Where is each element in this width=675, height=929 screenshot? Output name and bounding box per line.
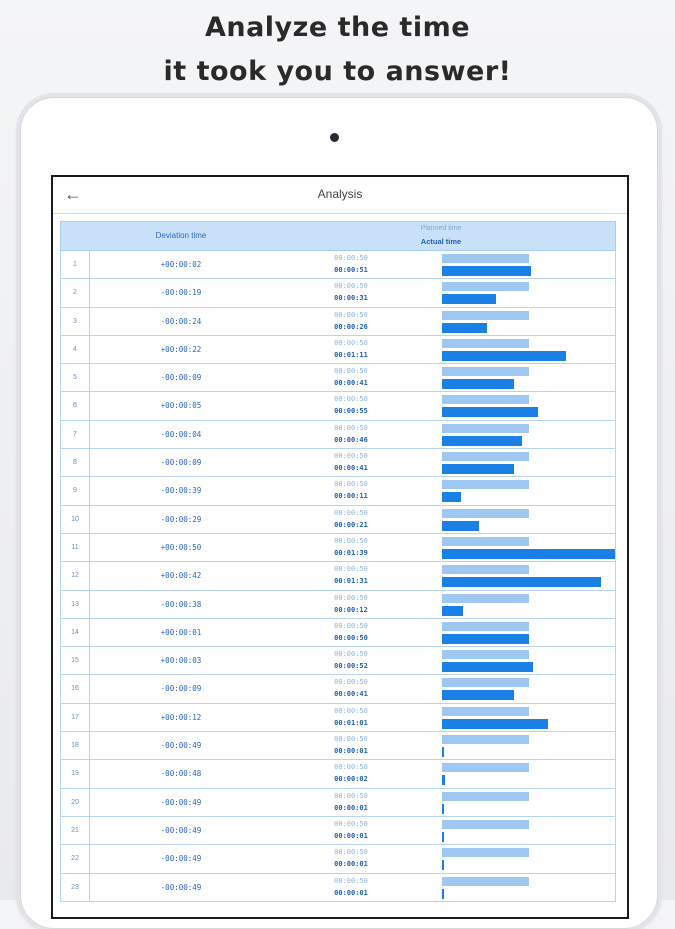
row-number: 16 [61, 675, 90, 702]
planned-time: 00:00:50 [334, 819, 368, 828]
actual-time-bar [442, 294, 496, 304]
planned-time: 00:00:50 [334, 254, 368, 262]
planned-time: 00:00:50 [334, 310, 368, 319]
planned-time: 00:00:50 [334, 452, 368, 461]
actual-time: 00:01:11 [334, 350, 368, 359]
row-number: 17 [61, 704, 90, 731]
actual-time: 00:00:41 [334, 379, 368, 388]
row-number: 3 [61, 308, 90, 335]
table-row [60, 562, 616, 590]
planned-time-bar [442, 650, 529, 659]
actual-time-bar [442, 832, 444, 842]
deviation-time: -00:00:49 [160, 825, 202, 835]
page-title: Analysis [317, 187, 363, 201]
actual-time: 00:00:31 [334, 294, 368, 303]
actual-time: 00:00:52 [334, 662, 368, 671]
actual-time-bar [442, 634, 529, 644]
deviation-time: +00:00:22 [160, 344, 202, 354]
row-number: 8 [61, 449, 90, 476]
planned-time: 00:00:50 [334, 565, 368, 574]
table-row [60, 591, 616, 619]
row-number: 4 [61, 336, 90, 363]
planned-time-bar [442, 367, 529, 376]
actual-time-bar [442, 804, 444, 814]
planned-time: 00:00:50 [334, 791, 368, 800]
deviation-time: -00:00:09 [160, 373, 202, 383]
planned-time: 00:00:50 [334, 282, 368, 291]
planned-time-bar [442, 707, 529, 716]
deviation-time: -00:00:09 [160, 458, 202, 468]
actual-time: 00:00:55 [334, 407, 368, 416]
actual-time-bar [442, 549, 615, 559]
row-number: 20 [61, 789, 90, 816]
planned-time: 00:00:50 [334, 536, 368, 545]
planned-time: 00:00:50 [334, 367, 368, 376]
row-number: 23 [61, 874, 90, 901]
planned-time: 00:00:50 [334, 735, 368, 744]
row-number: 12 [61, 562, 90, 589]
actual-time-bar [442, 492, 461, 502]
planned-time-bar [442, 735, 529, 744]
header-deviation: Deviation time [155, 231, 207, 240]
planned-time-bar [442, 594, 529, 603]
deviation-time: -00:00:49 [160, 854, 202, 864]
deviation-time: -00:00:24 [160, 316, 202, 326]
table-row [60, 647, 616, 675]
deviation-time: +00:00:01 [160, 627, 202, 637]
planned-time-bar [442, 820, 529, 829]
deviation-time: -00:00:09 [160, 684, 202, 694]
row-number: 22 [61, 845, 90, 872]
planned-time-bar [442, 678, 529, 687]
planned-time-bar [442, 311, 529, 320]
deviation-time: -00:00:39 [160, 486, 202, 496]
planned-time-bar [442, 792, 529, 801]
deviation-time: +00:00:50 [160, 542, 202, 552]
planned-time-bar [442, 877, 529, 886]
actual-time: 00:01:39 [334, 548, 368, 557]
planned-time-bar [442, 622, 529, 631]
table-row [60, 817, 616, 845]
actual-time: 00:00:41 [334, 690, 368, 699]
actual-time-bar [442, 889, 444, 899]
actual-time: 00:00:02 [334, 775, 368, 784]
actual-time: 00:00:11 [334, 492, 368, 501]
deviation-time: -00:00:19 [160, 288, 202, 298]
table-row [60, 732, 616, 760]
header-actual: Actual time [420, 237, 462, 246]
planned-time: 00:00:50 [334, 423, 368, 432]
planned-time: 00:00:50 [334, 338, 368, 347]
row-number: 5 [61, 364, 90, 391]
actual-time-bar [442, 747, 444, 757]
deviation-time: -00:00:29 [160, 514, 202, 524]
deviation-time: -00:00:49 [160, 797, 202, 807]
table-row [60, 874, 616, 902]
deviation-time: -00:00:49 [160, 741, 202, 751]
planned-time: 00:00:50 [334, 876, 368, 885]
planned-time: 00:00:50 [334, 678, 368, 687]
table-row [60, 845, 616, 873]
row-number: 1 [61, 251, 90, 278]
planned-time-bar [442, 480, 529, 489]
actual-time: 00:00:21 [334, 520, 368, 529]
planned-time: 00:00:50 [334, 848, 368, 857]
planned-time: 00:00:50 [334, 706, 368, 715]
actual-time: 00:00:51 [334, 266, 368, 274]
row-number: 10 [61, 506, 90, 533]
actual-time-bar [442, 351, 566, 361]
planned-time: 00:00:50 [334, 593, 368, 602]
deviation-time: -00:00:48 [160, 769, 202, 779]
camera-icon [330, 133, 339, 142]
actual-time: 00:00:01 [334, 803, 368, 812]
actual-time-bar [442, 775, 445, 785]
planned-time-bar [442, 254, 529, 263]
actual-time-bar [442, 266, 531, 276]
actual-time: 00:00:46 [334, 435, 368, 444]
actual-time-bar [442, 464, 514, 474]
actual-time: 00:00:41 [334, 464, 368, 473]
row-number: 18 [61, 732, 90, 759]
table-row [60, 789, 616, 817]
actual-time: 00:00:50 [334, 633, 368, 642]
planned-time-bar [442, 509, 529, 518]
actual-time-bar [442, 662, 533, 672]
actual-time-bar [442, 577, 601, 587]
actual-time-bar [442, 690, 514, 700]
actual-time-bar [442, 521, 479, 531]
actual-time-bar [442, 606, 463, 616]
table-body [60, 251, 616, 902]
actual-time-bar [442, 436, 522, 446]
table-row [60, 336, 616, 364]
table-row [60, 449, 616, 477]
deviation-time: +00:00:02 [160, 260, 202, 269]
planned-time: 00:00:50 [334, 395, 368, 404]
row-number: 14 [61, 619, 90, 646]
planned-time-bar [442, 763, 529, 772]
row-number: 6 [61, 392, 90, 419]
table-row [60, 421, 616, 449]
header-planned: Planned time [420, 225, 462, 232]
table-row [60, 760, 616, 788]
planned-time: 00:00:50 [334, 480, 368, 489]
table-row [60, 675, 616, 703]
headline-line-2: it took you to answer! [163, 56, 512, 87]
row-number: 21 [61, 817, 90, 844]
actual-time: 00:00:01 [334, 888, 368, 897]
table-row [60, 477, 616, 505]
planned-time: 00:00:50 [334, 650, 368, 659]
deviation-time: +00:00:05 [160, 401, 202, 411]
actual-time: 00:00:01 [334, 747, 368, 756]
table-row [60, 364, 616, 392]
app-screen [51, 175, 629, 919]
deviation-time: +00:00:03 [160, 656, 202, 666]
deviation-time: -00:00:49 [160, 882, 202, 892]
row-number: 9 [61, 477, 90, 504]
planned-time: 00:00:50 [334, 621, 368, 630]
deviation-time: -00:00:38 [160, 599, 202, 609]
table-row [60, 704, 616, 732]
deviation-time: -00:00:04 [160, 429, 202, 439]
planned-time-bar [442, 452, 529, 461]
planned-time: 00:00:50 [334, 763, 368, 772]
headline-line-1: Analyze the time [204, 12, 471, 43]
planned-time-bar [442, 339, 529, 348]
actual-time: 00:00:26 [334, 322, 368, 331]
row-number: 7 [61, 421, 90, 448]
row-number: 15 [61, 647, 90, 674]
table-row [60, 279, 616, 307]
table-header [60, 221, 616, 251]
planned-time: 00:00:50 [334, 508, 368, 517]
deviation-time: +00:00:12 [160, 712, 202, 722]
row-number: 2 [61, 279, 90, 306]
planned-time-bar [442, 282, 529, 291]
deviation-time: +00:00:42 [160, 571, 202, 581]
table-row [60, 251, 616, 279]
actual-time: 00:01:31 [334, 577, 368, 586]
planned-time-bar [442, 395, 529, 404]
actual-time-bar [442, 860, 444, 870]
table-row [60, 619, 616, 647]
planned-time-bar [442, 424, 529, 433]
actual-time-bar [442, 379, 514, 389]
table-row [60, 534, 616, 562]
actual-time-bar [442, 719, 548, 729]
actual-time: 00:00:01 [334, 860, 368, 869]
arrow-left-icon[interactable]: ← [64, 184, 82, 204]
planned-time-bar [442, 537, 529, 546]
actual-time-bar [442, 323, 487, 333]
actual-time: 00:00:01 [334, 831, 368, 840]
analysis-table [60, 221, 616, 902]
actual-time: 00:00:12 [334, 605, 368, 614]
row-number: 11 [61, 534, 90, 561]
table-row [60, 308, 616, 336]
row-number: 19 [61, 760, 90, 787]
actual-time: 00:01:01 [334, 718, 368, 727]
planned-time-bar [442, 848, 529, 857]
actual-time-bar [442, 407, 538, 417]
planned-time-bar [442, 565, 529, 574]
table-row [60, 392, 616, 420]
table-row [60, 506, 616, 534]
nav-bar [53, 177, 627, 214]
row-number: 13 [61, 591, 90, 618]
